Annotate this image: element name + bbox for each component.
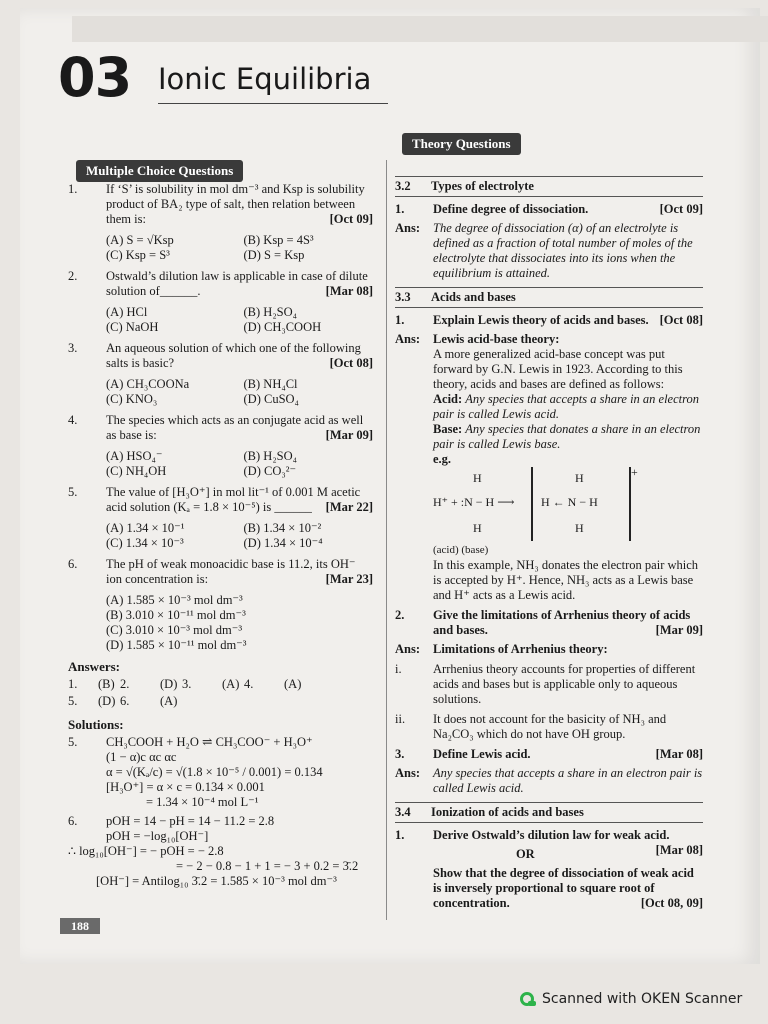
header-band (72, 16, 768, 42)
question-number: 1. (395, 313, 405, 327)
theory-answer (395, 332, 703, 603)
mcq-option: (C) NH₄OH (106, 464, 167, 478)
mcq-question (68, 341, 373, 371)
section-title: Types of electrolyte (431, 179, 534, 193)
question-number: 6. (68, 557, 78, 571)
sol5-line: = 1.34 × 10⁻⁴ mol L⁻¹ (146, 795, 259, 809)
acid-label: Acid: (433, 392, 463, 406)
solution-number: 5. (68, 735, 78, 749)
mcq-option: (C) NaOH (106, 320, 159, 334)
mcq-option: (D) CH₃COOH (243, 320, 322, 334)
atom-h: H (473, 521, 482, 535)
theory-heading: Theory Questions (402, 133, 521, 155)
answers-heading: Answers: (68, 659, 120, 674)
answer-cell: (A) (160, 694, 178, 708)
solution-number: 6. (68, 814, 78, 828)
ans-label: Ans: (395, 766, 421, 780)
exam-ref: [Mar 08] (655, 843, 703, 857)
question-number: 1. (68, 182, 78, 196)
item-number: i. (395, 662, 402, 676)
section-3-2 (395, 176, 703, 197)
sol6-line: pOH = −log₁₀[OH⁻] (106, 829, 209, 843)
answer-cell (284, 694, 314, 709)
mcq-option: (C) Ksp = S³ (106, 248, 170, 262)
mcq-option: (B) NH₄Cl (243, 377, 298, 391)
mcq-option: (A) 1.585 × 10⁻³ mol dm⁻³ (106, 593, 243, 607)
section-3-3 (395, 287, 703, 308)
exam-ref: [Oct 08] (659, 313, 703, 327)
mcq-option: (B) 1.34 × 10⁻² (243, 521, 322, 535)
mcq-options (68, 233, 373, 263)
mcq-option: (A) HSO₄⁻ (106, 449, 163, 463)
mcq-options (68, 377, 373, 407)
ans-label: Ans: (395, 221, 421, 235)
mcq-option: (C) 1.34 × 10⁻³ (106, 536, 184, 550)
answer-cell: (D) (98, 694, 116, 708)
mcq-options (68, 521, 373, 551)
atom-h: H (575, 521, 584, 535)
mcq-option: (A) HCl (106, 305, 148, 319)
answer-text: Any species that accepts a share in an electron pair is called Lewis acid. (433, 766, 703, 795)
question-text: The pH of weak monoacidic base is 11.2, its OH⁻ ion concentration is: (106, 557, 356, 586)
exam-ref: [Oct 09] (329, 212, 373, 226)
question-number: 1. (395, 828, 405, 842)
sol5-line: [H₃O⁺] = α × c = 0.134 × 0.001 (106, 780, 265, 794)
question-text: The value of [H₃O⁺] in mol lit⁻¹ of 0.001 M acetic acid solution (Kₐ = 1.8 × 10⁻⁵) is ______ (106, 485, 361, 514)
question-text: Give the limitations of Arrhenius theory of acids and bases. (433, 608, 691, 637)
mcq-question (68, 269, 373, 299)
acid-definition: Any species that accepts a share in an electron pair is called Lewis acid. (433, 392, 700, 421)
question-text: Define degree of dissociation. (433, 202, 589, 216)
question-text: Explain Lewis theory of acids and bases. (433, 313, 649, 327)
section-number: 3.3 (395, 290, 411, 304)
answer-cell: (A) (284, 677, 302, 691)
answer-cell: (A) (222, 677, 240, 691)
exam-ref: [Mar 08] (325, 284, 373, 298)
answer-cell: 1. (68, 677, 78, 691)
chapter-number: 03 (58, 46, 132, 109)
mcq-option: (D) 1.585 × 10⁻¹¹ mol dm⁻³ (106, 638, 247, 652)
mcq-option: (B) H₂SO₄ (243, 449, 298, 463)
or-separator: OR (515, 847, 535, 861)
question-text: If ‘S’ is solubility in mol dm⁻³ and Ksp is solubility product of BA₂ type of salt, then relation between them is: (106, 182, 365, 226)
answers-grid (68, 677, 373, 709)
theory-answer (395, 221, 703, 281)
answer-cell: (D) (160, 677, 178, 691)
chapter-rule (158, 103, 388, 104)
section-3-4 (395, 802, 703, 823)
question-number: 2. (395, 608, 405, 622)
exam-ref: [Mar 23] (325, 572, 373, 586)
limitation-item (395, 662, 703, 707)
mcq-question (68, 413, 373, 443)
charge-plus: + (631, 465, 638, 479)
exam-ref: [Oct 09] (659, 202, 703, 216)
mcq-option: (C) KNO₃ (106, 392, 158, 406)
section-title: Acids and bases (431, 290, 516, 304)
atom-h: H (473, 471, 482, 485)
chapter-title: Ionic Equilibria (158, 62, 372, 96)
sol5-line: α = √(Kₐ/c) = √(1.8 × 10⁻⁵ / 0.001) = 0.134 (106, 765, 323, 779)
answer-cell: 5. (68, 694, 78, 708)
answer-text: The degree of dissociation (α) of an electrolyte is defined as a fraction of total number of moles of the electrolyte that dissociates into its ions when the equilibrium is attained. (433, 221, 693, 280)
question-number: 1. (395, 202, 405, 216)
mcq-list (68, 182, 373, 653)
answer-cell (222, 694, 244, 709)
mcq-question (68, 485, 373, 515)
mcq-question (68, 557, 373, 587)
product-formula: H ← N − H (541, 495, 598, 509)
question-text: Define Lewis acid. (433, 747, 531, 761)
solution-6 (68, 814, 373, 889)
theory-question (395, 608, 703, 638)
exam-ref: [Oct 08, 09] (640, 896, 703, 910)
mcq-question (68, 182, 373, 227)
answer-cell: 4. (244, 677, 254, 691)
exam-ref: [Mar 08] (655, 747, 703, 761)
example-label: e.g. (433, 452, 452, 466)
sol5-line: CH₃COOH + H₂O ⇌ CH₃COO⁻ + H₃O⁺ (106, 735, 313, 749)
mcq-option: (D) S = Ksp (243, 248, 305, 262)
column-divider (386, 160, 387, 920)
exam-ref: [Mar 09] (325, 428, 373, 442)
diagram-caption: (acid) (base) (433, 544, 489, 556)
theory-question (395, 313, 703, 328)
scanner-watermark (520, 991, 742, 1007)
question-number: 3. (68, 341, 78, 355)
mcq-heading: Multiple Choice Questions (76, 160, 243, 182)
question-number: 5. (68, 485, 78, 499)
mcq-option: (B) H₂SO₄ (243, 305, 298, 319)
exam-ref: [Mar 09] (655, 623, 703, 637)
sol6-line: [OH⁻] = Antilog₁₀ 3̄.2 = 1.585 × 10⁻³ mol dm⁻³ (96, 874, 337, 888)
solutions-heading: Solutions: (68, 717, 124, 732)
base-label: Base: (433, 422, 463, 436)
ans-label: Ans: (395, 332, 421, 346)
right-column (395, 170, 703, 915)
question-number: 3. (395, 747, 405, 761)
ans-label: Ans: (395, 642, 421, 656)
question-text: An aqueous solution of which one of the following salts is basic? (106, 341, 361, 370)
theory-answer (395, 642, 703, 657)
question-number: 4. (68, 413, 78, 427)
answer-cell: 2. (120, 677, 130, 691)
mcq-options (68, 449, 373, 479)
question-text: Show that the degree of dissociation of weak acid is inversely proportional to square root of concentration. (433, 866, 694, 910)
mcq-option: (A) CH₃COONa (106, 377, 190, 391)
theory-question (395, 747, 703, 762)
mcq-option: (A) S = √Ksp (106, 233, 174, 247)
mcq-option: (B) Ksp = 4S³ (243, 233, 314, 247)
mcq-option: (D) CuSO₄ (243, 392, 299, 406)
answer-cell (182, 694, 222, 709)
answer-paragraph: In this example, NH₃ donates the electron pair which is accepted by H⁺. Hence, NH₃ acts as a Lewis base and H⁺ acts as a Lewis acid. (433, 558, 699, 602)
mcq-option: (A) 1.34 × 10⁻¹ (106, 521, 185, 535)
mcq-option: (D) 1.34 × 10⁻⁴ (243, 536, 323, 550)
section-title: Ionization of acids and bases (431, 805, 584, 819)
question-text: Derive Ostwald’s dilution law for weak acid. (433, 828, 670, 842)
limitation-item (395, 712, 703, 742)
theory-question (395, 828, 703, 857)
item-text: It does not account for the basicity of NH₃ and Na₂CO₃ which do not have OH group. (433, 712, 667, 741)
item-text: Arrhenius theory accounts for properties of different acids and bases but is applicable only to aqueous solutions. (433, 662, 696, 706)
exam-ref: [Oct 08] (329, 356, 373, 370)
reactant-formula: H⁺ + :N − H ⟶ (433, 495, 515, 509)
answer-cell: 6. (120, 694, 130, 708)
sol5-line: (1 − α)c αc αc (106, 750, 177, 764)
answer-heading: Limitations of Arrhenius theory: (433, 642, 608, 656)
base-definition: Any species that donates a share in an electron pair is called Lewis base. (433, 422, 701, 451)
exam-ref: [Mar 22] (325, 500, 373, 514)
answer-heading: Lewis acid-base theory: (433, 332, 560, 346)
scanner-text: Scanned with OKEN Scanner (542, 991, 743, 1007)
scanner-logo-icon (520, 992, 534, 1006)
mcq-option: (D) CO₃²⁻ (243, 464, 297, 478)
question-number: 2. (68, 269, 78, 283)
item-number: ii. (395, 712, 406, 726)
sol6-line: pOH = 14 − pH = 14 − 11.2 = 2.8 (106, 814, 275, 828)
theory-answer (395, 766, 703, 796)
answer-cell: 3. (182, 677, 192, 691)
sol6-line: = − 2 − 0.8 − 1 + 1 = − 3 + 0.2 = 3̄.2 (176, 859, 359, 873)
left-column (68, 182, 373, 893)
section-number: 3.4 (395, 805, 411, 819)
question-text: The species which acts as an conjugate acid as well as base is: (106, 413, 364, 442)
answer-cell: (B) (98, 677, 115, 691)
atom-h: H (575, 471, 584, 485)
theory-question (395, 866, 703, 911)
mcq-options (68, 593, 373, 653)
mcq-option: (C) 3.010 × 10⁻³ mol dm⁻³ (106, 623, 243, 637)
answer-cell (244, 694, 284, 709)
section-number: 3.2 (395, 179, 411, 193)
answer-paragraph: A more generalized acid-base concept was put forward by G.N. Lewis in 1923. According to this theory, acids and bases are defined as follows: (433, 347, 683, 391)
sol6-line: ∴ log₁₀[OH⁻] = − pOH = − 2.8 (68, 844, 224, 858)
mcq-option: (B) 3.010 × 10⁻¹¹ mol dm⁻³ (106, 608, 246, 622)
question-text: Ostwald’s dilution law is applicable in case of dilute solution of______. (106, 269, 368, 298)
mcq-options (68, 305, 373, 335)
theory-question (395, 202, 703, 217)
lewis-structure-diagram (433, 465, 703, 541)
solution-5 (68, 735, 373, 810)
page-number: 188 (60, 918, 100, 934)
